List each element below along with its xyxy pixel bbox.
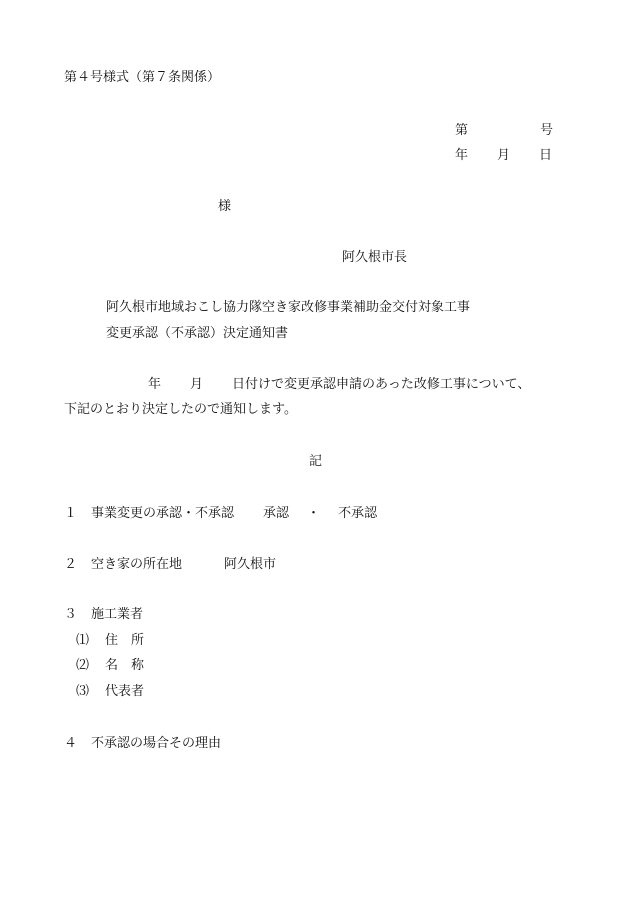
contractor-representative [76, 685, 144, 698]
date-month: 月 [497, 148, 511, 163]
body-month: 月 [190, 377, 204, 392]
approval-option-reject: 不承認 [338, 506, 378, 521]
doc-number-suffix: 号 [540, 123, 554, 138]
date-day: 日 [539, 148, 553, 163]
issuer-name: 阿久根市長 [342, 250, 408, 265]
title-line-1: 阿久根市地域おこし協力隊空き家改修事業補助金交付対象工事 [106, 300, 471, 315]
contractor-name [76, 659, 144, 672]
sub-item-number: ⑵ [76, 658, 90, 673]
item-number: １ [64, 506, 78, 521]
body-rest: 日付けで変更承認申請のあった改修工事について、 [232, 377, 531, 392]
item-location [64, 558, 276, 571]
sub-item-label: 住 所 [105, 633, 145, 648]
item-label: 事業変更の承認・不承認 [91, 506, 235, 521]
document-number [455, 124, 553, 137]
sub-item-number: ⑶ [76, 684, 90, 699]
item-rejection-reason [64, 737, 221, 750]
date-year: 年 [455, 148, 469, 163]
item-label: 施工業者 [91, 607, 144, 622]
location-value: 阿久根市 [224, 557, 277, 572]
sub-item-number: ⑴ [76, 633, 90, 648]
sub-item-label: 名 称 [105, 658, 145, 673]
body-line-1 [148, 378, 530, 391]
item-number: ４ [64, 736, 78, 751]
item-number: ２ [64, 557, 78, 572]
approval-separator: ・ [307, 506, 321, 521]
title-line-2: 変更承認（不承認）決定通知書 [106, 326, 289, 341]
item-number: ３ [64, 607, 78, 622]
doc-number-prefix: 第 [455, 123, 469, 138]
approval-option-approve: 承認 [263, 506, 290, 521]
issue-date [455, 149, 552, 162]
form-number: 第４号様式（第７条関係） [64, 70, 221, 85]
sub-item-label: 代表者 [105, 684, 145, 699]
item-label: 不承認の場合その理由 [91, 736, 222, 751]
ki-heading: 記 [309, 454, 323, 469]
body-line-2: 下記のとおり決定したので通知します。 [64, 402, 297, 417]
body-year: 年 [148, 377, 162, 392]
item-approval [64, 507, 377, 520]
item-contractor [64, 608, 143, 621]
addressee-suffix: 様 [218, 199, 232, 214]
contractor-address [76, 634, 144, 647]
item-label: 空き家の所在地 [91, 557, 183, 572]
